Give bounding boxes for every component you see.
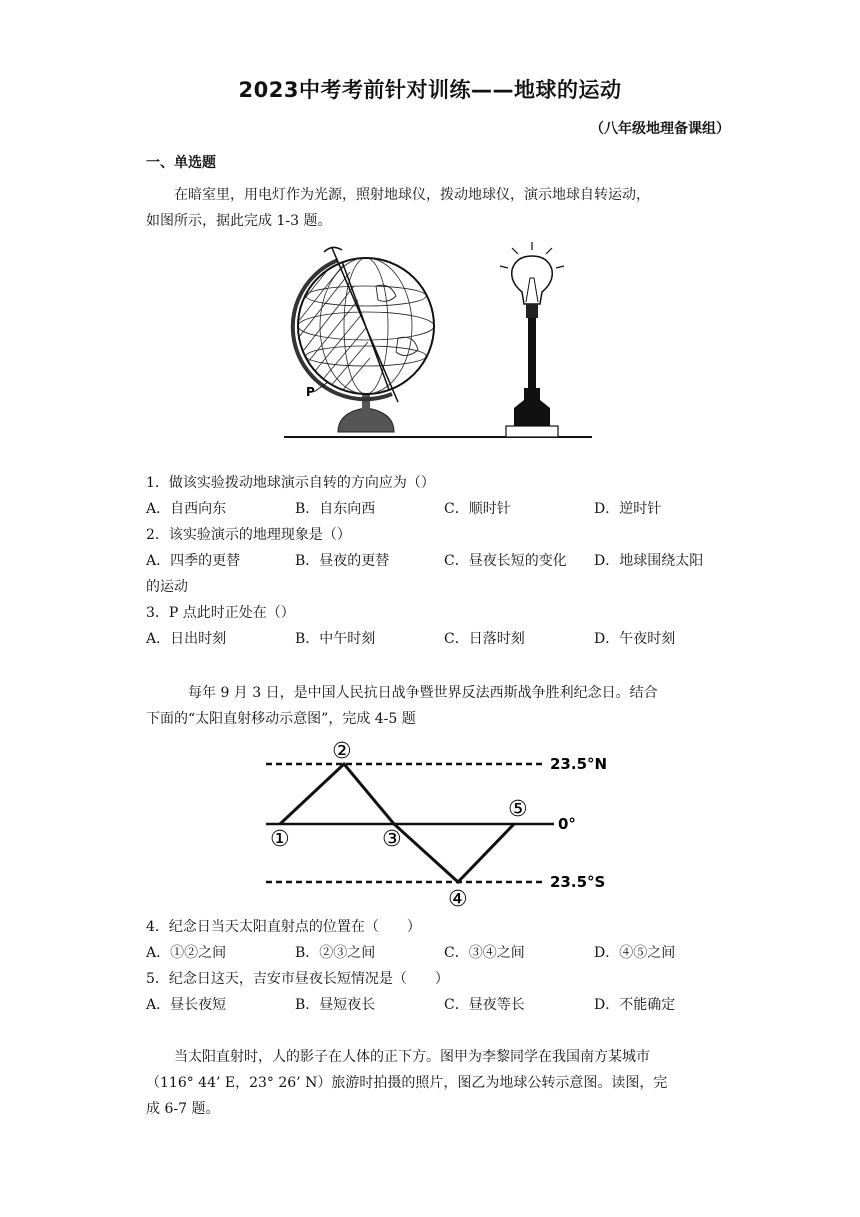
point-1-label: ① [270, 827, 290, 852]
q4-option-c: C．③④之间 [444, 945, 525, 961]
q2-option-d: D．地球围绕太阳 [594, 553, 704, 569]
q4-option-a: A．①②之间 [146, 945, 227, 961]
label-23-5-n: 23.5°N [550, 755, 608, 773]
lamp [500, 242, 564, 437]
question-1-stem: 1．做该实验拨动地球演示自转的方向应为（） [146, 475, 435, 491]
q2-option-c: C．昼夜长短的变化 [444, 553, 567, 569]
q3-option-a: A．日出时刻 [146, 631, 227, 647]
q1-option-d: D．逆时针 [594, 501, 662, 517]
intro-paragraph-3 [146, 1044, 736, 1122]
question-2-stem: 2．该实验演示的地理现象是（） [146, 527, 351, 543]
q5-option-c: C．昼夜等长 [444, 997, 525, 1013]
point-p-label: P [306, 385, 315, 399]
intro2-line1: 每年 9 月 3 日，是中国人民抗日战争暨世界反法西斯战争胜利纪念日。结合 [188, 685, 658, 701]
q1-option-c: C．顺时针 [444, 501, 511, 517]
q4-option-d: D．④⑤之间 [594, 945, 676, 961]
q1-option-a: A．自西向东 [146, 501, 227, 517]
direct-sun-movement-figure [258, 736, 628, 912]
author-group: （八年级地理备课组） [590, 121, 730, 137]
point-4-label: ④ [448, 887, 468, 912]
globe-lamp-figure [280, 242, 600, 444]
page-title: 2023中考考前针对训练——地球的运动 [238, 78, 622, 102]
intro1-line2: 如图所示，据此完成 1-3 题。 [146, 213, 332, 229]
intro3-line1: 当太阳直射时，人的影子在人体的正下方。图甲为李黎同学在我国南方某城市 [174, 1049, 650, 1065]
q5-option-d: D．不能确定 [594, 997, 676, 1013]
intro3-line3: 成 6-7 题。 [146, 1101, 220, 1117]
label-23-5-s: 23.5°S [550, 873, 606, 891]
intro1-line1: 在暗室里，用电灯作为光源，照射地球仪，拨动地球仪，演示地球自转运动， [174, 187, 650, 203]
intro3-line2: （116° 44’ E，23° 26’ N）旅游时拍摄的照片，图乙为地球公转示意图。读图，完 [146, 1075, 668, 1091]
intro-paragraph-2 [146, 680, 736, 732]
section-heading: 一、单选题 [146, 155, 216, 171]
question-3-stem: 3．P 点此时正处在（） [146, 605, 295, 621]
question-4-stem: 4．纪念日当天太阳直射点的位置在（ ） [146, 919, 421, 935]
point-2-label: ② [332, 739, 352, 764]
question-5-stem: 5．纪念日这天，吉安市昼夜长短情况是（ ） [146, 971, 449, 987]
point-5-label: ⑤ [508, 797, 528, 822]
q5-option-b: B．昼短夜长 [295, 997, 376, 1013]
q2-option-a: A．四季的更替 [146, 553, 241, 569]
q2-option-d-continued: 的运动 [146, 579, 188, 595]
q1-option-b: B．自东向西 [295, 501, 376, 517]
lamp-base-plate [506, 426, 558, 437]
intro2-line2: 下面的“太阳直射移动示意图”，完成 4-5 题 [146, 711, 416, 727]
q5-option-a: A．昼长夜短 [146, 997, 227, 1013]
q2-option-b: B．昼夜的更替 [295, 553, 390, 569]
point-3-label: ③ [382, 827, 402, 852]
bulb-icon [512, 256, 553, 304]
intro-paragraph-1 [146, 182, 726, 234]
q3-option-b: B．中午时刻 [295, 631, 376, 647]
q4-option-b: B．②③之间 [295, 945, 376, 961]
globe-base [338, 408, 394, 432]
q3-option-c: C．日落时刻 [444, 631, 525, 647]
label-equator: 0° [558, 815, 576, 833]
q3-option-d: D．午夜时刻 [594, 631, 676, 647]
